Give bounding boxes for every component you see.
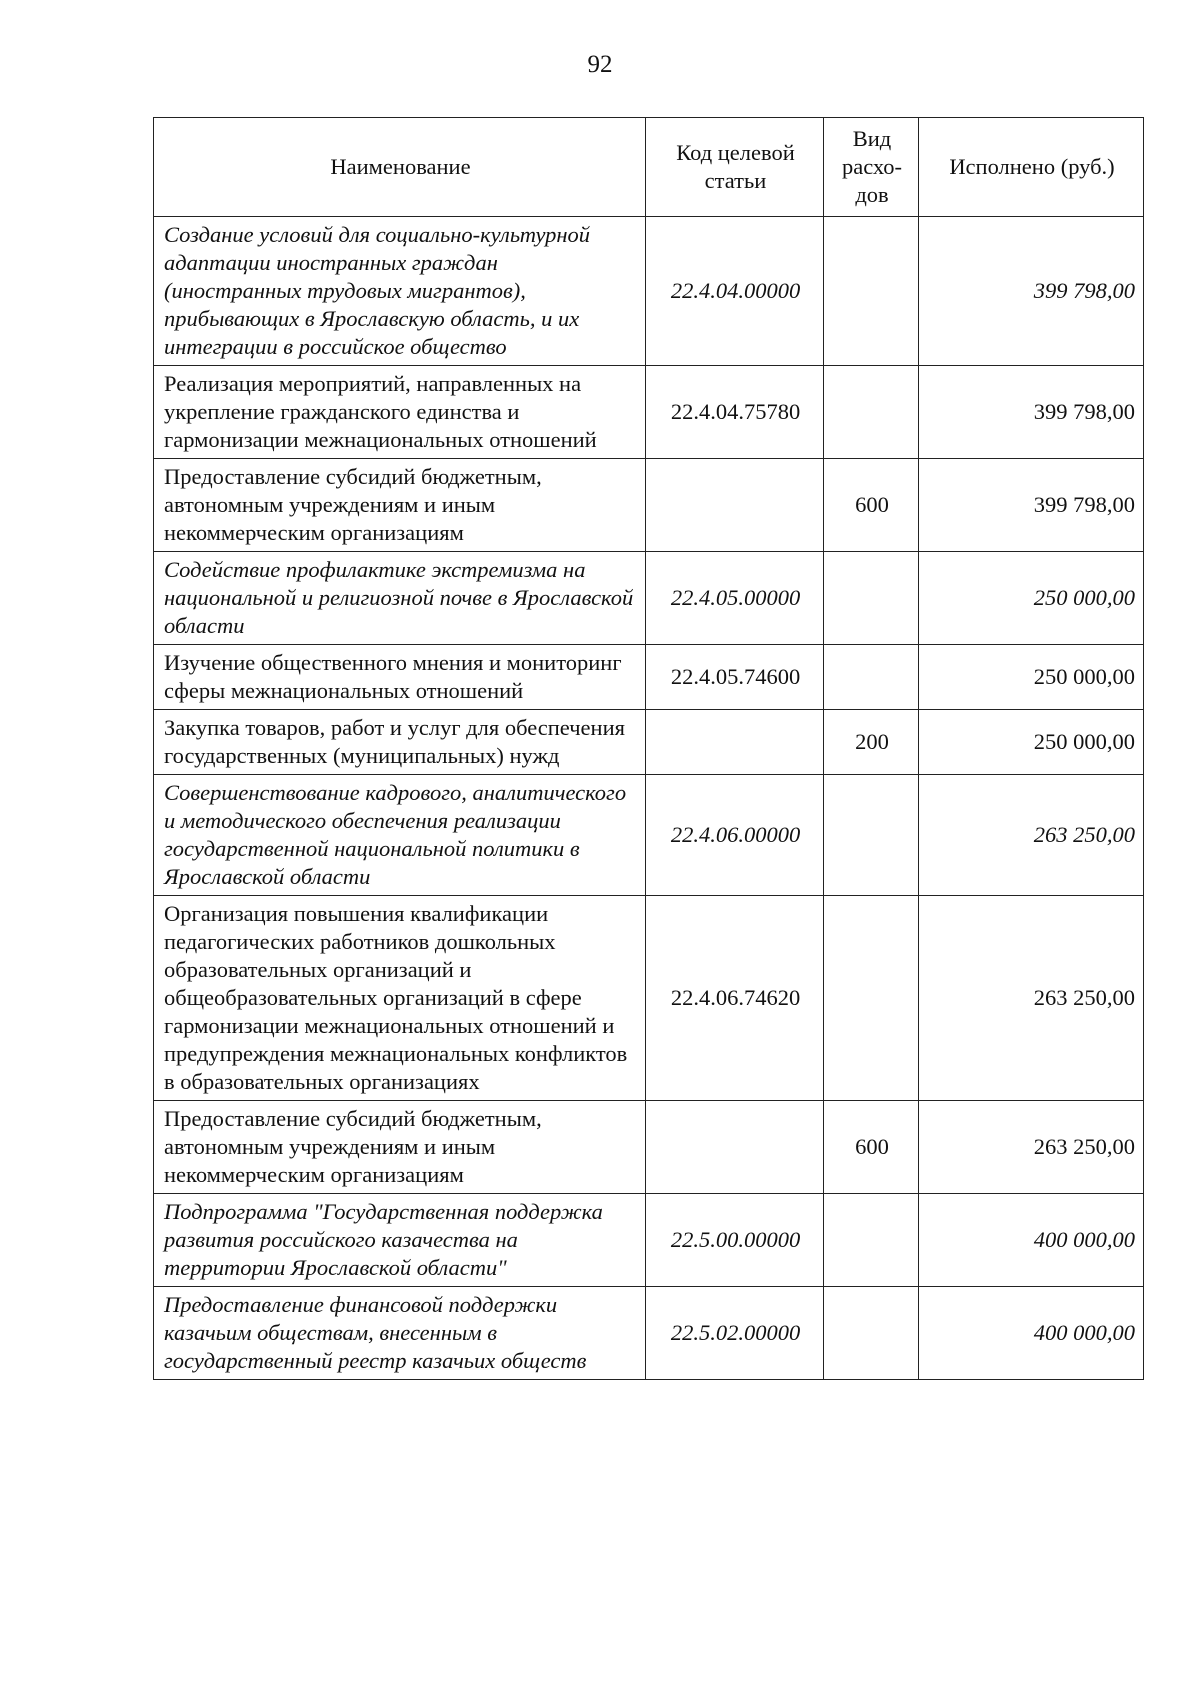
row-code-cell: 22.5.02.00000: [646, 1287, 824, 1380]
table-row: [154, 1101, 1144, 1194]
row-expense-type-cell: [824, 217, 919, 366]
table-row: [154, 896, 1144, 1101]
row-executed-cell: 399 798,00: [919, 217, 1144, 366]
row-expense-type-cell: [824, 775, 919, 896]
row-executed-cell: 399 798,00: [919, 459, 1144, 552]
row-code-cell: 22.4.05.00000: [646, 552, 824, 645]
page-number: 92: [587, 51, 613, 78]
header-code: Код целевой статьи: [646, 118, 824, 217]
table-row: [154, 217, 1144, 366]
row-name-cell: Предоставление субсидий бюджетным, автономным учреждениям и иным некоммерческим организациям: [154, 459, 646, 552]
row-name-cell: Содействие профилактике экстремизма на национальной и религиозной почве в Ярославской области: [154, 552, 646, 645]
row-name-cell: Закупка товаров, работ и услуг для обеспечения государственных (муниципальных) нужд: [154, 710, 646, 775]
row-name-cell: Совершенствование кадрового, аналитического и методического обеспечения реализации государственной национальной политики в Ярославской области: [154, 775, 646, 896]
table-row: [154, 710, 1144, 775]
row-code-cell: [646, 1101, 824, 1194]
header-name: Наименование: [154, 118, 646, 217]
row-executed-cell: 263 250,00: [919, 1101, 1144, 1194]
table-row: [154, 366, 1144, 459]
row-executed-cell: 399 798,00: [919, 366, 1144, 459]
row-expense-type-cell: 600: [824, 459, 919, 552]
row-executed-cell: 263 250,00: [919, 896, 1144, 1101]
row-code-cell: 22.5.00.00000: [646, 1194, 824, 1287]
row-expense-type-cell: 200: [824, 710, 919, 775]
table-body: [154, 217, 1144, 1380]
row-name-cell: Организация повышения квалификации педагогических работников дошкольных образовательных организаций и общеобразовательных организаций в сфере гармонизации межнациональных отношений и предупреждения межнациональных конфликтов в образовательных организациях: [154, 896, 646, 1101]
row-code-cell: [646, 710, 824, 775]
table-row: [154, 1194, 1144, 1287]
header-expense-type: Вид расхо-дов: [824, 118, 919, 217]
table-row: [154, 552, 1144, 645]
row-name-cell: Предоставление финансовой поддержки казачьим обществам, внесенным в государственный реестр казачьих обществ: [154, 1287, 646, 1380]
row-executed-cell: 250 000,00: [919, 552, 1144, 645]
table-header-row: [154, 118, 1144, 217]
row-executed-cell: 250 000,00: [919, 710, 1144, 775]
budget-table: [153, 117, 1144, 1380]
row-expense-type-cell: [824, 896, 919, 1101]
row-name-cell: Реализация мероприятий, направленных на укрепление гражданского единства и гармонизации межнациональных отношений: [154, 366, 646, 459]
row-code-cell: 22.4.06.74620: [646, 896, 824, 1101]
row-expense-type-cell: [824, 645, 919, 710]
table-row: [154, 775, 1144, 896]
table-row: [154, 645, 1144, 710]
row-name-cell: Подпрограмма "Государственная поддержка развития российского казачества на территории Ярославской области": [154, 1194, 646, 1287]
row-expense-type-cell: [824, 366, 919, 459]
row-code-cell: 22.4.05.74600: [646, 645, 824, 710]
row-code-cell: [646, 459, 824, 552]
row-executed-cell: 250 000,00: [919, 645, 1144, 710]
row-executed-cell: 400 000,00: [919, 1287, 1144, 1380]
table-row: [154, 1287, 1144, 1380]
row-name-cell: Изучение общественного мнения и мониторинг сферы межнациональных отношений: [154, 645, 646, 710]
row-name-cell: Предоставление субсидий бюджетным, автономным учреждениям и иным некоммерческим организациям: [154, 1101, 646, 1194]
row-code-cell: 22.4.04.00000: [646, 217, 824, 366]
row-executed-cell: 263 250,00: [919, 775, 1144, 896]
row-expense-type-cell: 600: [824, 1101, 919, 1194]
row-code-cell: 22.4.04.75780: [646, 366, 824, 459]
row-expense-type-cell: [824, 1287, 919, 1380]
table-row: [154, 459, 1144, 552]
row-expense-type-cell: [824, 1194, 919, 1287]
row-code-cell: 22.4.06.00000: [646, 775, 824, 896]
row-expense-type-cell: [824, 552, 919, 645]
row-executed-cell: 400 000,00: [919, 1194, 1144, 1287]
header-executed: Исполнено (руб.): [919, 118, 1144, 217]
row-name-cell: Создание условий для социально-культурной адаптации иностранных граждан (иностранных трудовых мигрантов), прибывающих в Ярославскую область, и их интеграции в российское общество: [154, 217, 646, 366]
